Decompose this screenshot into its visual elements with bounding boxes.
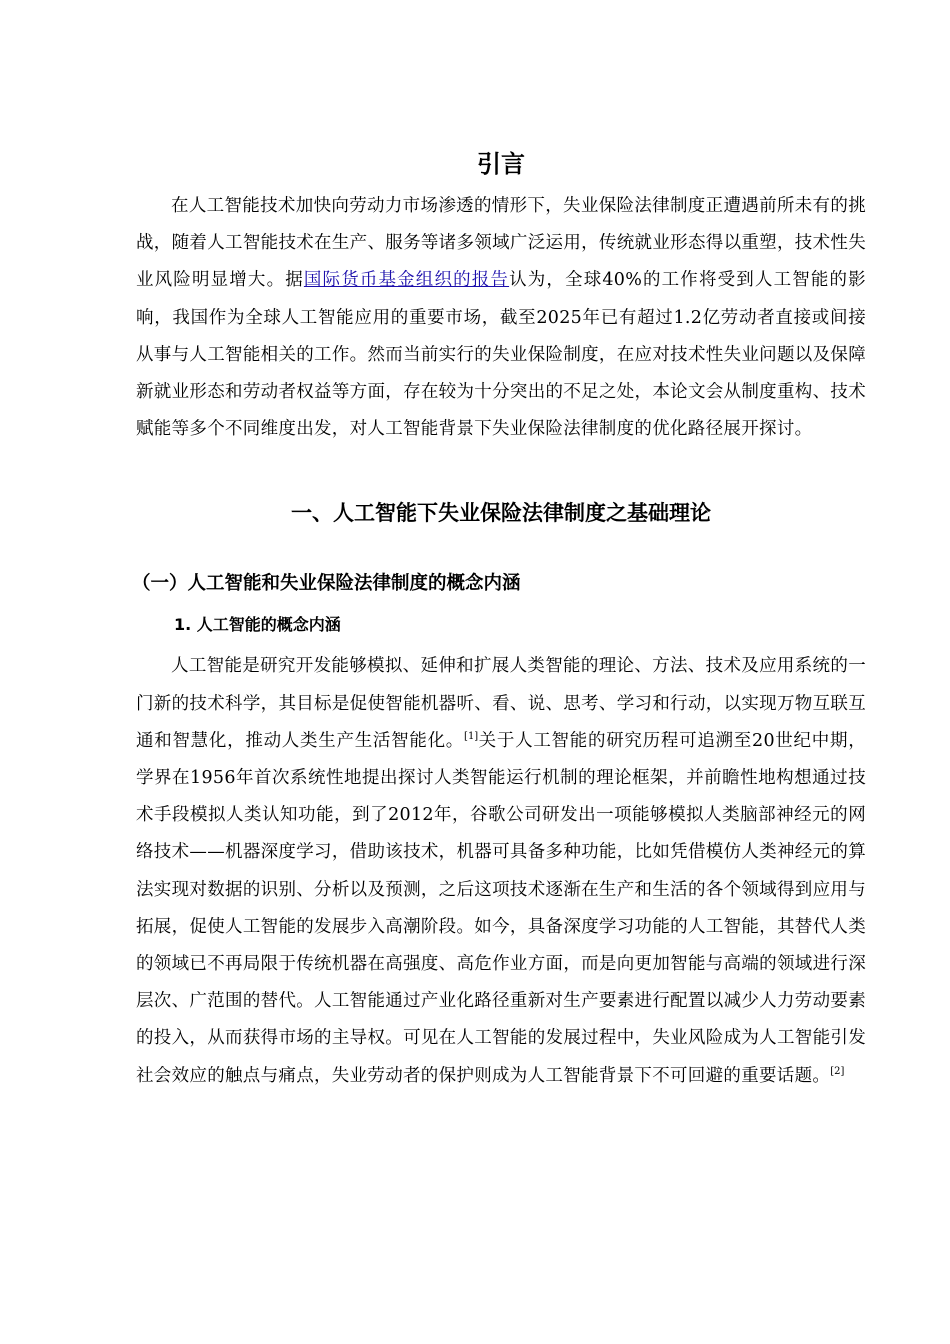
document-content [132, 148, 866, 1095]
intro-title: 引言 [477, 150, 525, 178]
imf-report-link[interactable]: 国际货币基金组织的报告 [303, 270, 510, 291]
intro-text-after-link: 认为，全球40%的工作将受到人工智能的影响，我国作为全球人工智能应用的重要市场，截至2025年已有超过1.2亿劳动者直接或间接从事与人工智能相关的工作。然而当前实行的失业保险制度，在应对技术性失业问题以及保障新就业形态和劳动者权益等方面，存在较为十分突出的不足之处，本论文会从制度重构、技术赋能等多个不同维度出发，对人工智能背景下失业保险法律制度的优化路径展开探讨。 [136, 270, 866, 440]
subsection-1-heading: 1. 人工智能的概念内涵 [174, 615, 341, 635]
citation-2[interactable]: [2] [830, 1065, 845, 1077]
ai-concept-text-part1: 人工智能是研究开发能够模拟、延伸和扩展人类智能的理论、方法、技术及应用系统的一门新的技术科学，其目标是促使智能机器听、看、说、思考、学习和行动，以实现万物互联互通和智慧化，推动人类生产生活智能化。 [136, 656, 866, 751]
ai-concept-text-part2: 关于人工智能的研究历程可追溯至20世纪中期，学界在1956年首次系统性地提出探讨人类智能运行机制的理论框架，并前瞻性地构想通过技术手段模拟人类认知功能，到了2012年，谷歌公司研发出一项能够模拟人类脑部神经元的网络技术——机器深度学习，借助该技术，机器可具备多种功能，比如凭借模仿人类神经元的算法实现对数据的识别、分析以及预测，之后这项技术逐渐在生产和生活的各个领域得到应用与拓展，促使人工智能的发展步入高潮阶段。如今，具备深度学习功能的人工智能，其替代人类的领域已不再局限于传统机器在高强度、高危作业方面，而是向更加智能与高端的领域进行深层次、广范围的替代。人工智能通过产业化路径重新对生产要素进行配置以减少人力劳动要素的投入，从而获得市场的主导权。可见在人工智能的发展过程中，失业风险成为人工智能引发社会效应的触点与痛点，失业劳动者的保护则成为人工智能背景下不可回避的重要话题。 [136, 730, 866, 1086]
chapter-1-heading: 一、人工智能下失业保险法律制度之基础理论 [291, 501, 711, 526]
section-1-heading: （一）人工智能和失业保险法律制度的概念内涵 [132, 573, 521, 595]
citation-1[interactable]: [1] [464, 731, 479, 742]
intro-paragraph [136, 188, 866, 448]
ai-concept-paragraph [136, 648, 866, 1094]
intro-text-before-link: 在人工智能技术加快向劳动力市场渗透的情形下，失业保险法律制度正遭遇前所未有的挑战，随着人工智能技术在生产、服务等诸多领域广泛运用，传统就业形态得以重塑，技术性失业风险明显增大。据 [136, 196, 866, 291]
